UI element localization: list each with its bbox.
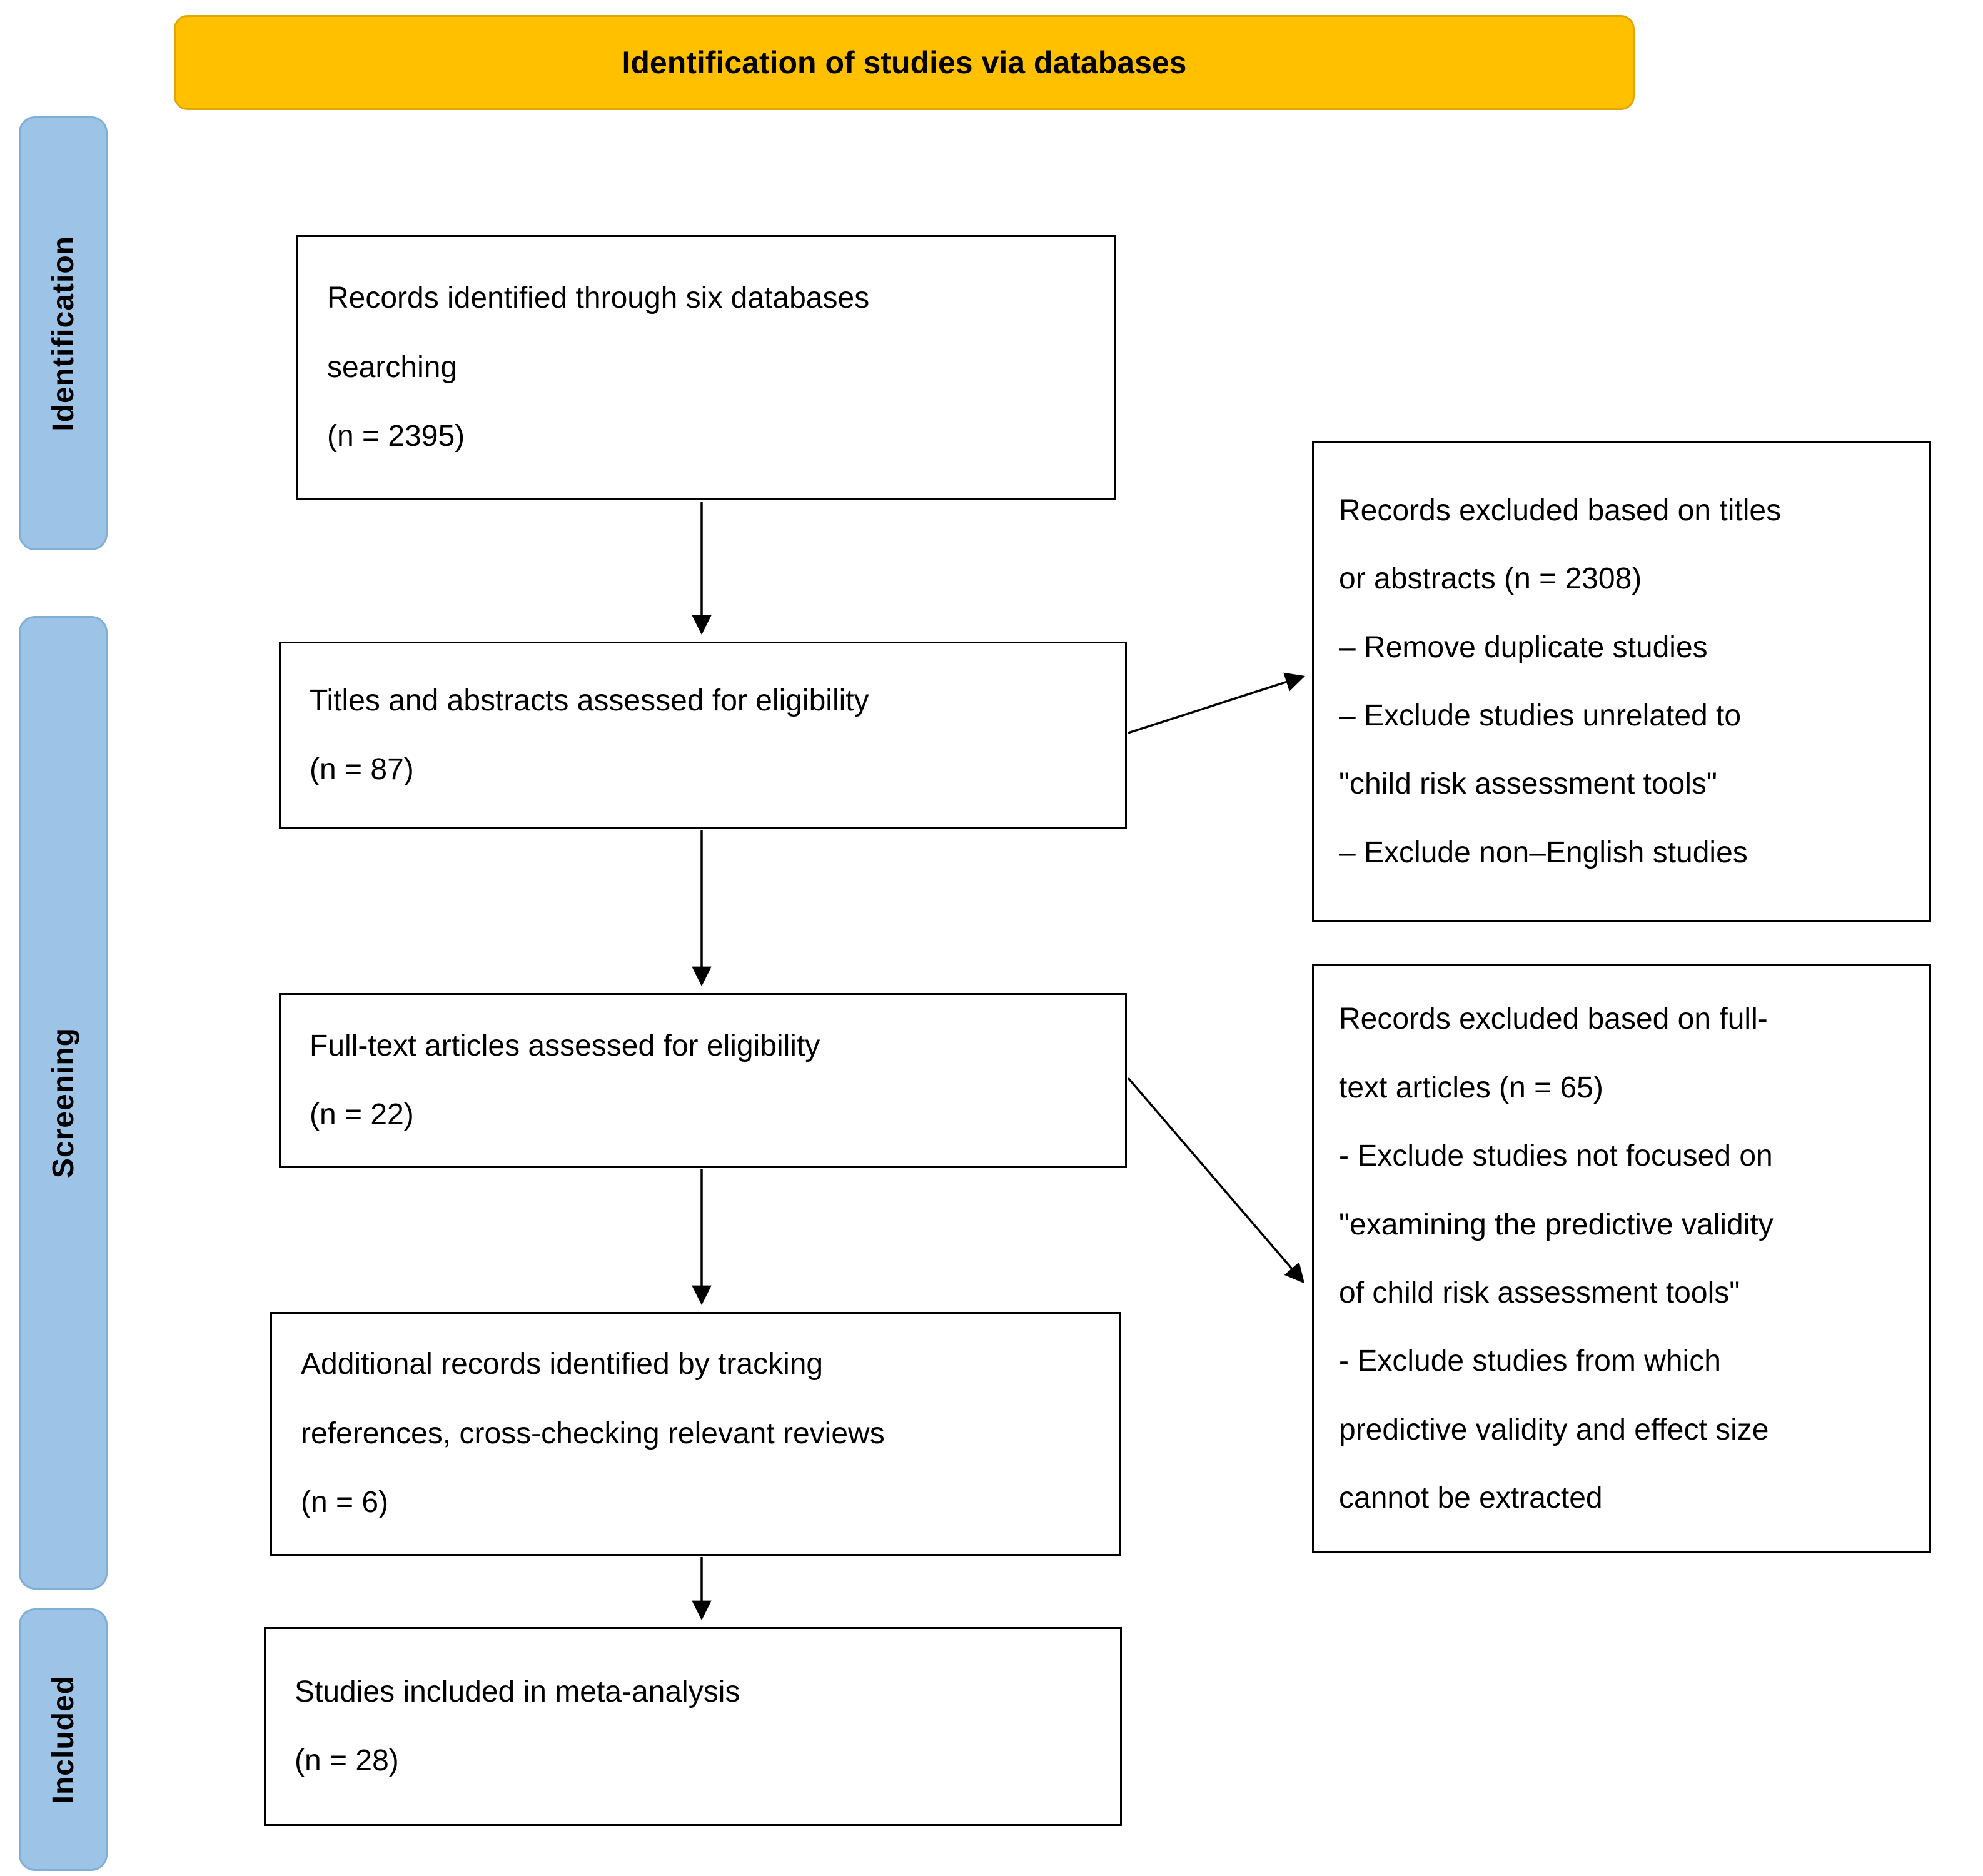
box-text-line: "child risk assessment tools" <box>1339 767 1717 801</box>
box-text-line: Full-text articles assessed for eligibility <box>310 1029 820 1062</box>
box-text-line: or abstracts (n = 2308) <box>1339 562 1642 596</box>
stage-identification-label: Identification <box>46 235 80 431</box>
box-fulltext-assessed <box>279 993 1127 1168</box>
box-text-line: - Exclude studies not focused on <box>1339 1139 1773 1173</box>
box-text-line: of child risk assessment tools" <box>1339 1276 1740 1309</box>
box-text-line: (n = 87) <box>310 753 414 786</box>
stage-included-label: Included <box>46 1675 80 1804</box>
box-text-line: "examining the predictive validity <box>1339 1208 1774 1241</box>
box-text-line: (n = 28) <box>295 1744 399 1777</box>
banner-identification-of-studies <box>174 15 1635 110</box>
box-text-line: – Exclude studies unrelated to <box>1339 699 1742 732</box>
banner-label: Identification of studies via databases <box>622 45 1187 80</box>
box-records-excluded-titles <box>1312 441 1931 922</box>
box-text-line: (n = 6) <box>301 1486 389 1520</box>
box-records-identified <box>296 235 1116 500</box>
box-additional-records <box>270 1312 1121 1556</box>
box-studies-included <box>264 1627 1122 1826</box>
arrow-titles-to-excluded-titles <box>1128 677 1303 733</box>
box-text-line: - Exclude studies from which <box>1339 1344 1721 1378</box>
box-records-excluded-fulltext <box>1312 964 1931 1553</box>
box-text-line: Records excluded based on titles <box>1339 493 1782 527</box>
box-text-line: Titles and abstracts assessed for eligibility <box>310 683 869 717</box>
stage-included <box>19 1608 108 1871</box>
box-text-line: – Remove duplicate studies <box>1339 630 1708 664</box>
box-text-line: searching <box>327 350 458 384</box>
stage-identification <box>19 116 108 550</box>
box-text-line: Additional records identified by tracking <box>301 1348 824 1381</box>
box-text-line: cannot be extracted <box>1339 1481 1603 1515</box>
box-text-line: – Exclude non–English studies <box>1339 835 1748 869</box>
box-titles-abstracts-assessed <box>279 642 1127 829</box>
box-text-line: references, cross-checking relevant reviews <box>301 1416 885 1450</box>
box-text-line: Records excluded based on full- <box>1339 1002 1768 1036</box>
box-text-line: Studies included in meta-analysis <box>295 1675 740 1708</box>
box-text-line: (n = 2395) <box>327 420 465 453</box>
box-text-line: Records identified through six databases <box>327 281 870 315</box>
stage-screening-label: Screening <box>46 1027 80 1179</box>
box-text-line: predictive validity and effect size <box>1339 1413 1769 1446</box>
box-text-line: (n = 22) <box>310 1098 414 1131</box>
arrow-fulltext-to-excluded-fulltext <box>1128 1078 1303 1282</box>
box-text-line: text articles (n = 65) <box>1339 1071 1603 1104</box>
stage-screening <box>19 616 108 1590</box>
